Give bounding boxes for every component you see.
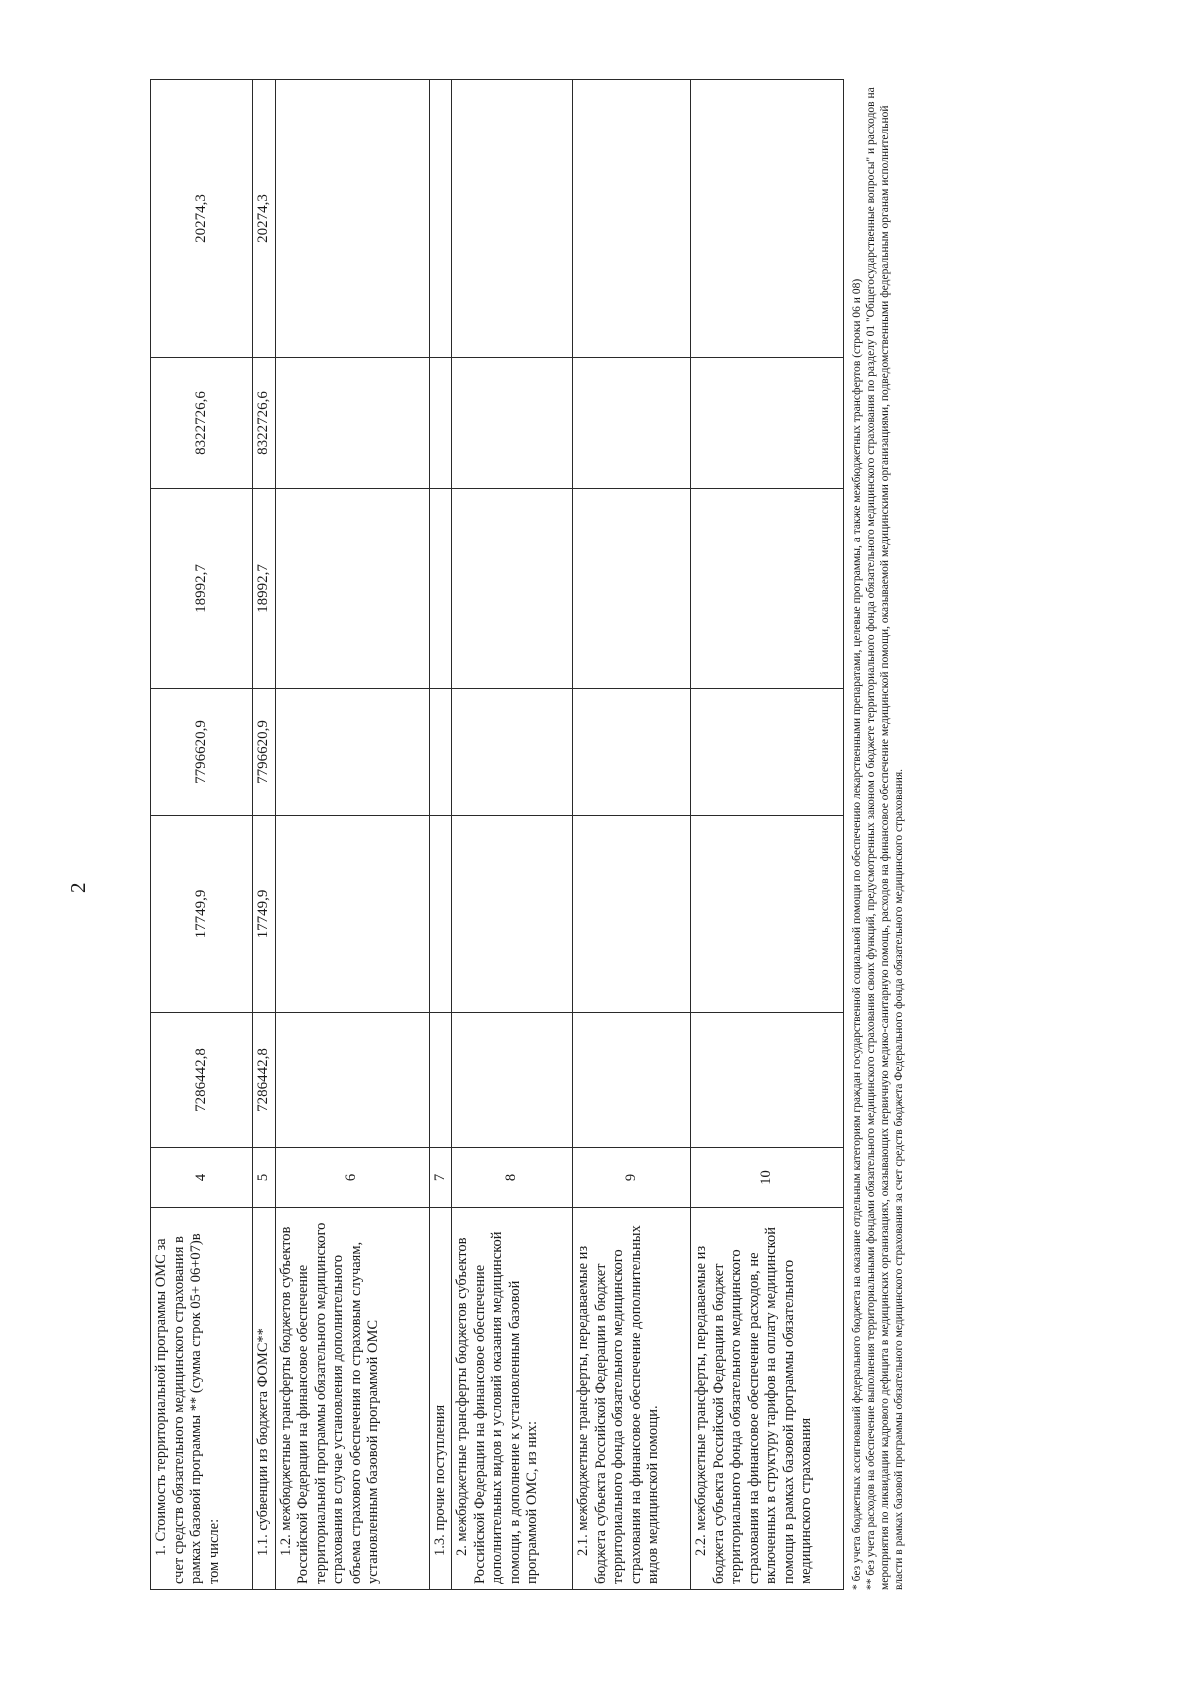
value-cell — [429, 80, 452, 358]
value-cell: 17749,9 — [253, 816, 276, 1013]
page-number: 2 — [66, 882, 90, 893]
value-cell — [429, 489, 452, 689]
value-cell — [452, 816, 573, 1013]
value-cell — [429, 816, 452, 1013]
value-cell — [573, 1013, 691, 1148]
table-row — [452, 80, 573, 1590]
row-description: 2.1. межбюджетные трансферты, передаваемые из бюджета субъекта Российской Федерации в бюджет территориального фонда обязательного медицинского страхования на финансовое обеспечение дополнительных видов медицинской помощи. — [573, 1208, 691, 1590]
value-cell: 8322726,6 — [151, 358, 253, 489]
value-cell: 7286442,8 — [253, 1013, 276, 1148]
value-cell — [573, 489, 691, 689]
row-code: 10 — [691, 1148, 844, 1208]
value-cell — [452, 489, 573, 689]
value-cell — [691, 816, 844, 1013]
value-cell — [429, 689, 452, 816]
funding-table — [150, 79, 844, 1590]
value-cell: 20274,3 — [253, 80, 276, 358]
value-cell — [573, 816, 691, 1013]
value-cell — [691, 689, 844, 816]
row-description: 1.1. субвенции из бюджета ФОМС** — [253, 1208, 276, 1590]
footnote-1: * без учета бюджетных ассигнований федерального бюджета на оказание отдельным категориям граждан государственной социальной помощи по обеспечению лекарственными препаратами, целевые программы, а также межбюджетных трансфертов (строки 06 и 08) — [851, 278, 863, 1590]
value-cell — [691, 80, 844, 358]
value-cell — [691, 1013, 844, 1148]
value-cell: 8322726,6 — [253, 358, 276, 489]
value-cell: 7796620,9 — [151, 689, 253, 816]
value-cell: 7796620,9 — [253, 689, 276, 816]
value-cell: 17749,9 — [151, 816, 253, 1013]
row-code: 8 — [452, 1148, 573, 1208]
table-row — [275, 80, 429, 1590]
value-cell — [275, 489, 429, 689]
value-cell — [573, 358, 691, 489]
value-cell — [452, 689, 573, 816]
value-cell — [573, 80, 691, 358]
row-description: 1. Стоимость территориальной программы ОМС за счет средств обязательного медицинского страхования в рамках базовой программы ** (сумма строк 05+ 06+07)в том числе: — [151, 1208, 253, 1590]
value-cell — [275, 80, 429, 358]
value-cell: 20274,3 — [151, 80, 253, 358]
footnotes — [850, 80, 906, 1590]
row-code: 4 — [151, 1148, 253, 1208]
row-description: 1.2. межбюджетные трансферты бюджетов субъектов Российской Федерации на финансовое обеспечение территориальной программы обязательного медицинского страхования в случае установления дополнительного объема страхового обеспечения по страховым случаям, установленным базовой программой ОМС — [275, 1208, 429, 1590]
value-cell — [452, 358, 573, 489]
table-row — [151, 80, 253, 1590]
row-description: 2. межбюджетные трансферты бюджетов субъектов Российской Федерации на финансовое обеспечение дополнительных видов и условий оказания медицинской помощи, в дополнение к установленным базовой программой ОМС, из них: — [452, 1208, 573, 1590]
value-cell — [452, 80, 573, 358]
table-row — [253, 80, 276, 1590]
value-cell — [452, 1013, 573, 1148]
value-cell — [275, 1013, 429, 1148]
value-cell: 18992,7 — [253, 489, 276, 689]
row-code: 9 — [573, 1148, 691, 1208]
rotated-page-content — [150, 80, 906, 1590]
row-code: 6 — [275, 1148, 429, 1208]
value-cell — [429, 1013, 452, 1148]
row-code: 5 — [253, 1148, 276, 1208]
value-cell — [429, 358, 452, 489]
value-cell — [275, 358, 429, 489]
row-code: 7 — [429, 1148, 452, 1208]
value-cell: 18992,7 — [151, 489, 253, 689]
table-row — [429, 80, 452, 1590]
value-cell — [691, 358, 844, 489]
table-row — [573, 80, 691, 1590]
footnote-2: ** без учета расходов на обеспечение выполнения территориальными фондами обязательного медицинского страхования своих функций, предусмотренных законом о бюджете территориального фонда обязательного медицинского страхования по разделу 01 "Общегосударственные вопросы" и расходов на мероприятия по ликвидации кадрового дефицита в медицинских организациях, оказывающих первичную медико-санитарную помощь, расходов на финансовое обеспечение медицинской помощи, оказываемой медицинскими организациями, подведомственными федеральным органам исполнительной власти в рамках базовой программы обязательного медицинского страхования за счет средств бюджета Федерального фонда обязательного медицинского страхования. — [865, 87, 905, 1590]
value-cell: 7286442,8 — [151, 1013, 253, 1148]
value-cell — [573, 689, 691, 816]
value-cell — [691, 489, 844, 689]
row-description: 1.3. прочие поступления — [429, 1208, 452, 1590]
value-cell — [275, 816, 429, 1013]
table-row — [691, 80, 844, 1590]
row-description: 2.2. межбюджетные трансферты, передаваемые из бюджета субъекта Российской Федерации в бюджет территориального фонда обязательного медицинского страхования на финансовое обеспечение расходов, не включенных в структуру тарифов на оплату медицинской помощи в рамках базовой программы обязательного медицинского страхования — [691, 1208, 844, 1590]
value-cell — [275, 689, 429, 816]
